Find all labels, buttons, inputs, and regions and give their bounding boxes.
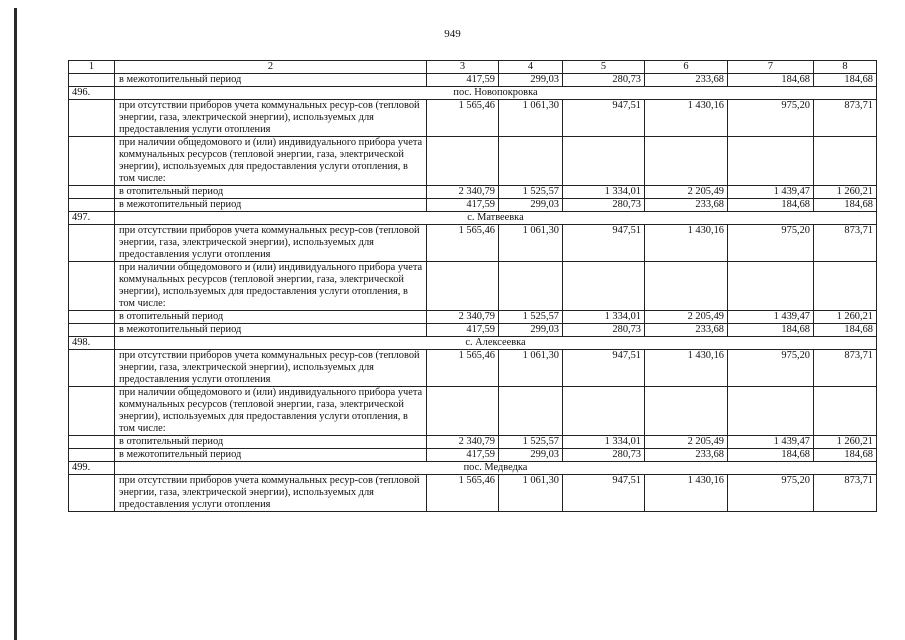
- tariff-value: 1 439,47: [728, 186, 814, 199]
- settlement-row: [69, 462, 877, 475]
- tariff-value: [728, 387, 814, 436]
- row-number-cell: [69, 186, 115, 199]
- tariff-value: 873,71: [814, 350, 877, 387]
- tariff-value: 1 430,16: [645, 350, 728, 387]
- tariff-value: 1 061,30: [499, 100, 563, 137]
- tariff-value: 947,51: [563, 350, 645, 387]
- tariff-value: 417,59: [427, 199, 499, 212]
- tariff-value: 2 205,49: [645, 311, 728, 324]
- tariff-description: при отсутствии приборов учета коммунальных ресур-сов (тепловой энергии, газа, электрической энергии), используемых для предоставления услуги отопления: [115, 100, 427, 137]
- tariff-row: [69, 311, 877, 324]
- tariff-value: 2 340,79: [427, 311, 499, 324]
- tariff-value: 2 340,79: [427, 186, 499, 199]
- column-number: 4: [499, 61, 563, 74]
- tariff-value: 280,73: [563, 449, 645, 462]
- tariff-value: 1 565,46: [427, 225, 499, 262]
- settlement-name: с. Матвеевка: [115, 212, 877, 225]
- row-number-cell: [69, 324, 115, 337]
- row-number-cell: [69, 449, 115, 462]
- settlement-row: [69, 212, 877, 225]
- settlement-row: [69, 87, 877, 100]
- tariff-description: в отопительный период: [115, 436, 427, 449]
- settlement-number: 498.: [69, 337, 115, 350]
- tariff-value: [645, 262, 728, 311]
- page-number: 949: [444, 28, 461, 40]
- row-number-cell: [69, 199, 115, 212]
- column-number-row: [69, 61, 877, 74]
- tariff-value: 2 205,49: [645, 436, 728, 449]
- settlement-number: 496.: [69, 87, 115, 100]
- tariff-value: 1 565,46: [427, 350, 499, 387]
- row-number-cell: [69, 262, 115, 311]
- tariff-value: 1 525,57: [499, 186, 563, 199]
- tariff-description: при отсутствии приборов учета коммунальных ресур-сов (тепловой энергии, газа, электрической энергии), используемых для предоставления услуги отопления: [115, 475, 427, 512]
- row-number-cell: [69, 350, 115, 387]
- tariff-description: в межотопительный период: [115, 449, 427, 462]
- tariff-value: 1 334,01: [563, 186, 645, 199]
- tariff-value: 184,68: [814, 449, 877, 462]
- row-number-cell: [69, 225, 115, 262]
- row-number-cell: [69, 137, 115, 186]
- tariff-value: 184,68: [728, 449, 814, 462]
- tariff-value: [814, 137, 877, 186]
- tariff-value: [499, 137, 563, 186]
- tariff-value: 233,68: [645, 199, 728, 212]
- tariff-value: [427, 137, 499, 186]
- tariff-value: [645, 137, 728, 186]
- tariff-value: 1 260,21: [814, 186, 877, 199]
- tariff-value: 233,68: [645, 74, 728, 87]
- tariff-value: [814, 387, 877, 436]
- tariff-value: 1 439,47: [728, 311, 814, 324]
- tariff-value: 1 439,47: [728, 436, 814, 449]
- tariff-value: 1 565,46: [427, 475, 499, 512]
- tariff-value: 1 525,57: [499, 436, 563, 449]
- column-number: 8: [814, 61, 877, 74]
- tariff-value: 417,59: [427, 324, 499, 337]
- tariff-value: 873,71: [814, 475, 877, 512]
- scan-margin-line: [14, 8, 17, 640]
- row-number-cell: [69, 311, 115, 324]
- tariff-value: [563, 387, 645, 436]
- tariff-value: 1 061,30: [499, 350, 563, 387]
- column-number: 6: [645, 61, 728, 74]
- tariff-value: 2 340,79: [427, 436, 499, 449]
- tariff-value: 233,68: [645, 324, 728, 337]
- tariff-value: 280,73: [563, 324, 645, 337]
- tariff-value: 184,68: [728, 324, 814, 337]
- tariff-value: 1 430,16: [645, 475, 728, 512]
- tariff-value: 1 260,21: [814, 311, 877, 324]
- tariff-value: 2 205,49: [645, 186, 728, 199]
- settlement-name: пос. Медведка: [115, 462, 877, 475]
- tariff-value: [427, 387, 499, 436]
- tariff-row: [69, 475, 877, 512]
- tariff-row: [69, 449, 877, 462]
- tariff-description: при наличии общедомового и (или) индивидуального прибора учета коммунальных ресурсов (тепловой энергии, газа, электрической энергии), используемых для предоставления услуги отопления, в том числе:: [115, 137, 427, 186]
- tariff-row: [69, 199, 877, 212]
- tariff-value: [499, 387, 563, 436]
- row-number-cell: [69, 436, 115, 449]
- row-number-cell: [69, 475, 115, 512]
- tariff-row: [69, 100, 877, 137]
- tariff-value: 1 334,01: [563, 311, 645, 324]
- category-heading-row: [69, 137, 877, 186]
- tariff-value: 1 430,16: [645, 100, 728, 137]
- tariff-value: 299,03: [499, 324, 563, 337]
- row-number-cell: [69, 74, 115, 87]
- tariff-value: 417,59: [427, 74, 499, 87]
- settlement-name: пос. Новопокровка: [115, 87, 877, 100]
- row-number-cell: [69, 387, 115, 436]
- tariff-value: [499, 262, 563, 311]
- tariff-value: 975,20: [728, 350, 814, 387]
- tariff-row: [69, 186, 877, 199]
- tariff-value: 1 430,16: [645, 225, 728, 262]
- tariff-value: 184,68: [814, 324, 877, 337]
- tariff-value: [645, 387, 728, 436]
- tariff-value: 299,03: [499, 449, 563, 462]
- tariff-table: [68, 60, 877, 512]
- tariff-value: 1 061,30: [499, 475, 563, 512]
- row-number-cell: [69, 100, 115, 137]
- tariff-value: 233,68: [645, 449, 728, 462]
- column-number: 3: [427, 61, 499, 74]
- tariff-value: 184,68: [728, 74, 814, 87]
- tariff-value: 1 334,01: [563, 436, 645, 449]
- tariff-value: 280,73: [563, 74, 645, 87]
- tariff-value: 947,51: [563, 225, 645, 262]
- tariff-description: при наличии общедомового и (или) индивидуального прибора учета коммунальных ресурсов (тепловой энергии, газа, электрической энергии), используемых для предоставления услуги отопления, в том числе:: [115, 262, 427, 311]
- tariff-row: [69, 74, 877, 87]
- tariff-description: при отсутствии приборов учета коммунальных ресур-сов (тепловой энергии, газа, электрической энергии), используемых для предоставления услуги отопления: [115, 350, 427, 387]
- tariff-value: 873,71: [814, 225, 877, 262]
- settlement-number: 499.: [69, 462, 115, 475]
- tariff-description: в межотопительный период: [115, 199, 427, 212]
- tariff-value: [563, 262, 645, 311]
- category-heading-row: [69, 262, 877, 311]
- tariff-value: [563, 137, 645, 186]
- tariff-value: 184,68: [728, 199, 814, 212]
- tariff-row: [69, 225, 877, 262]
- tariff-value: 280,73: [563, 199, 645, 212]
- tariff-value: 299,03: [499, 74, 563, 87]
- tariff-description: при наличии общедомового и (или) индивидуального прибора учета коммунальных ресурсов (тепловой энергии, газа, электрической энергии), используемых для предоставления услуги отопления, в том числе:: [115, 387, 427, 436]
- tariff-value: 947,51: [563, 475, 645, 512]
- column-number: 1: [69, 61, 115, 74]
- tariff-value: 417,59: [427, 449, 499, 462]
- column-number: 2: [115, 61, 427, 74]
- tariff-description: в межотопительный период: [115, 324, 427, 337]
- tariff-value: 873,71: [814, 100, 877, 137]
- tariff-description: в межотопительный период: [115, 74, 427, 87]
- tariff-value: 1 525,57: [499, 311, 563, 324]
- tariff-value: 184,68: [814, 74, 877, 87]
- tariff-value: [814, 262, 877, 311]
- tariff-value: [728, 262, 814, 311]
- settlement-row: [69, 337, 877, 350]
- tariff-value: 299,03: [499, 199, 563, 212]
- tariff-value: 975,20: [728, 100, 814, 137]
- settlement-number: 497.: [69, 212, 115, 225]
- tariff-value: 1 061,30: [499, 225, 563, 262]
- tariff-value: 975,20: [728, 225, 814, 262]
- tariff-description: в отопительный период: [115, 186, 427, 199]
- tariff-value: [728, 137, 814, 186]
- tariff-row: [69, 436, 877, 449]
- tariff-row: [69, 350, 877, 387]
- tariff-value: 975,20: [728, 475, 814, 512]
- category-heading-row: [69, 387, 877, 436]
- tariff-description: при отсутствии приборов учета коммунальных ресур-сов (тепловой энергии, газа, электрической энергии), используемых для предоставления услуги отопления: [115, 225, 427, 262]
- tariff-value: 184,68: [814, 199, 877, 212]
- table-body: [69, 61, 877, 512]
- column-number: 5: [563, 61, 645, 74]
- tariff-value: [427, 262, 499, 311]
- tariff-value: 1 260,21: [814, 436, 877, 449]
- tariff-row: [69, 324, 877, 337]
- tariff-value: 947,51: [563, 100, 645, 137]
- column-number: 7: [728, 61, 814, 74]
- settlement-name: с. Алексеевка: [115, 337, 877, 350]
- tariff-value: 1 565,46: [427, 100, 499, 137]
- tariff-description: в отопительный период: [115, 311, 427, 324]
